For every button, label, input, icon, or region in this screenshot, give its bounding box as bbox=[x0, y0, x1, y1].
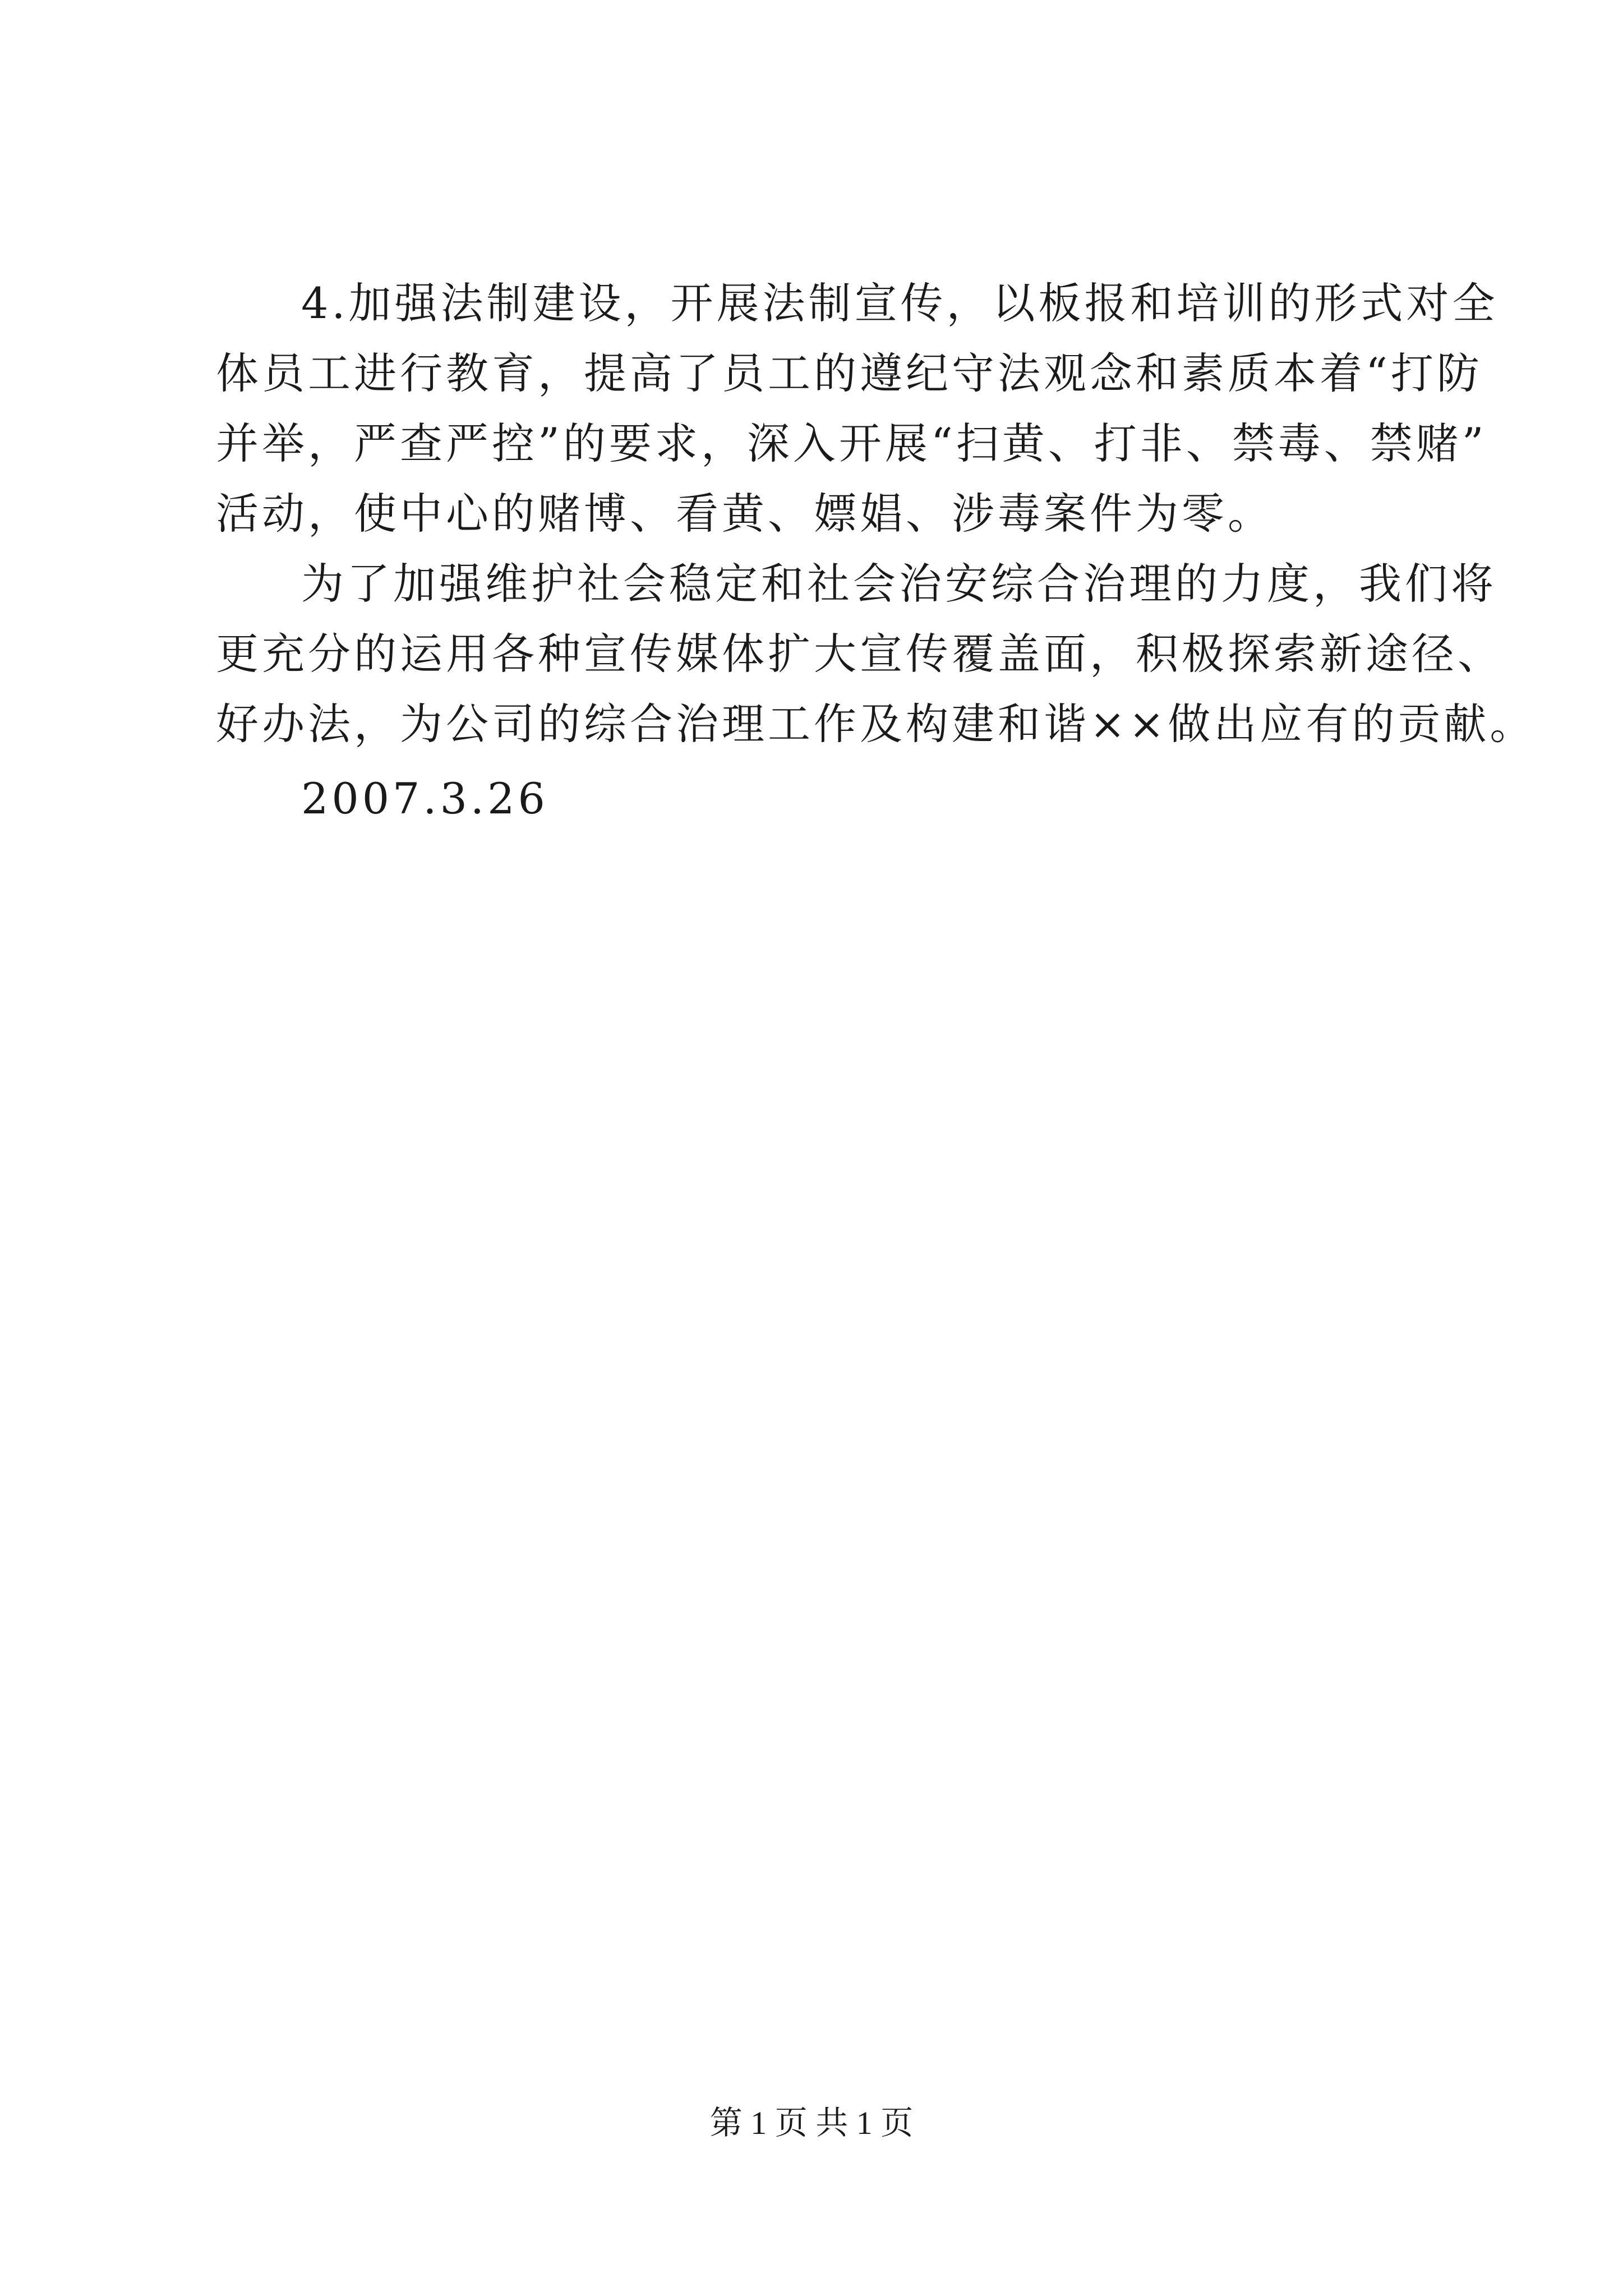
paragraph-line: 更充分的运用各种宣传媒体扩大宣传覆盖面，积极探索新途径、 bbox=[216, 629, 1504, 679]
paragraph-measures-item-4 bbox=[216, 268, 1498, 549]
paragraph-conclusion bbox=[216, 549, 1536, 759]
paragraph-line: 为了加强维护社会稳定和社会治安综合治理的力度，我们将 bbox=[301, 559, 1497, 609]
paragraph-line: 体员工进行教育，提高了员工的遵纪守法观念和素质本着“打防 bbox=[216, 348, 1483, 398]
document-body bbox=[216, 268, 1536, 834]
page-footer: 第 1 页 共 1 页 bbox=[709, 2105, 914, 2141]
paragraph-line: 好办法，为公司的综合治理工作及构建和谐××做出应有的贡献。 bbox=[216, 699, 1536, 749]
document-date: 2007.3.26 bbox=[301, 774, 548, 823]
paragraph-line: 并举，严查严控”的要求，深入开展“扫黄、打非、禁毒、禁赌” bbox=[216, 418, 1487, 468]
paragraph-line: 活动，使中心的赌博、看黄、嫖娼、涉毒案件为零。 bbox=[216, 489, 1274, 539]
paragraph-line: 4.加强法制建设，开展法制宣传，以板报和培训的形式对全 bbox=[301, 278, 1498, 328]
